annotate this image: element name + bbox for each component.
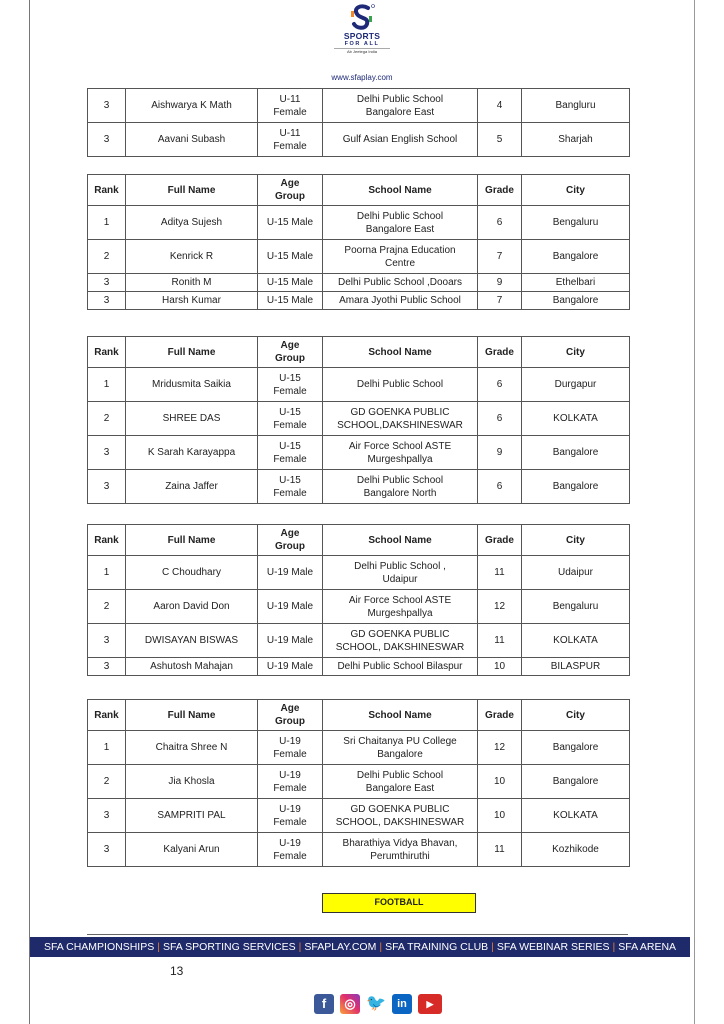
table-row — [88, 240, 630, 274]
full-name-cell: Aditya Sujesh — [126, 206, 258, 240]
results-table — [87, 88, 630, 157]
school-name-cell: GD GOENKA PUBLIC SCHOOL, DAKSHINESWAR — [323, 799, 478, 833]
full-name-header: Full Name — [126, 175, 258, 206]
rank-cell: 2 — [88, 402, 126, 436]
grade-cell: 10 — [478, 658, 522, 676]
full-name-cell: Mridusmita Saikia — [126, 368, 258, 402]
city-header: City — [522, 525, 630, 556]
footer-link[interactable]: SFA CHAMPIONSHIPS — [43, 941, 155, 953]
city-cell: Bangalore — [522, 470, 630, 504]
results-table — [87, 524, 630, 676]
table-row — [88, 470, 630, 504]
city-cell: Bangalore — [522, 240, 630, 274]
school-name-cell: Sri Chaitanya PU College Bangalore — [323, 731, 478, 765]
city-cell: Bengaluru — [522, 590, 630, 624]
grade-cell: 12 — [478, 590, 522, 624]
table-row — [88, 292, 630, 310]
logo-title: SPORTS — [343, 31, 381, 41]
school-name-cell: Gulf Asian English School — [323, 123, 478, 157]
rank-cell: 3 — [88, 89, 126, 123]
city-header: City — [522, 700, 630, 731]
table-header-row — [88, 337, 630, 368]
full-name-cell: Chaitra Shree N — [126, 731, 258, 765]
rank-header: Rank — [88, 700, 126, 731]
grade-cell: 7 — [478, 240, 522, 274]
city-cell: BILASPUR — [522, 658, 630, 676]
city-cell: Bangalore — [522, 765, 630, 799]
school-name-cell: GD GOENKA PUBLIC SCHOOL, DAKSHINESWAR — [323, 624, 478, 658]
table-row — [88, 368, 630, 402]
rank-header: Rank — [88, 525, 126, 556]
table-row — [88, 765, 630, 799]
rank-cell: 3 — [88, 436, 126, 470]
city-cell: KOLKATA — [522, 799, 630, 833]
footer-separator: | — [612, 941, 616, 953]
rank-cell: 1 — [88, 731, 126, 765]
school-name-cell: Bharathiya Vidya Bhavan, Perumthiruthi — [323, 833, 478, 867]
table-row — [88, 206, 630, 240]
footer-links-bar — [30, 937, 690, 957]
rank-cell: 2 — [88, 590, 126, 624]
school-name-cell: Delhi Public School — [323, 368, 478, 402]
school-name-cell: Delhi Public School ,Dooars — [323, 274, 478, 292]
age-group-cell: U-15 Male — [258, 240, 323, 274]
grade-cell: 12 — [478, 731, 522, 765]
rank-cell: 3 — [88, 624, 126, 658]
footer-link[interactable]: SFA TRAINING CLUB — [385, 941, 489, 953]
school-name-cell: Delhi Public School Bangalore East — [323, 206, 478, 240]
age-group-header: Age Group — [258, 525, 323, 556]
age-group-cell: U-15 Male — [258, 274, 323, 292]
city-cell: Bengaluru — [522, 206, 630, 240]
footer-separator: | — [298, 941, 302, 953]
table-row — [88, 731, 630, 765]
rank-cell: 2 — [88, 240, 126, 274]
school-name-cell: Air Force School ASTE Murgeshpallya — [323, 436, 478, 470]
school-name-cell: Delhi Public School , Udaipur — [323, 556, 478, 590]
city-header: City — [522, 175, 630, 206]
age-group-header: Age Group — [258, 175, 323, 206]
table-row — [88, 402, 630, 436]
city-cell: Sharjah — [522, 123, 630, 157]
footer-link[interactable]: SFAPLAY.COM — [304, 941, 377, 953]
school-name-header: School Name — [323, 700, 478, 731]
age-group-cell: U-15 Female — [258, 368, 323, 402]
grade-cell: 7 — [478, 292, 522, 310]
rank-cell: 1 — [88, 206, 126, 240]
full-name-header: Full Name — [126, 337, 258, 368]
full-name-cell: Ashutosh Mahajan — [126, 658, 258, 676]
full-name-cell: Aavani Subash — [126, 123, 258, 157]
city-cell: Kozhikode — [522, 833, 630, 867]
footer-link[interactable]: SFA WEBINAR SERIES — [496, 941, 610, 953]
age-group-cell: U-19 Male — [258, 624, 323, 658]
rank-cell: 2 — [88, 765, 126, 799]
table-row — [88, 590, 630, 624]
rank-cell: 3 — [88, 123, 126, 157]
full-name-cell: SHREE DAS — [126, 402, 258, 436]
rank-cell: 3 — [88, 274, 126, 292]
school-name-header: School Name — [323, 175, 478, 206]
city-header: City — [522, 337, 630, 368]
table-header-row — [88, 175, 630, 206]
school-name-header: School Name — [323, 525, 478, 556]
school-name-cell: Delhi Public School Bangalore North — [323, 470, 478, 504]
site-url-link[interactable]: www.sfaplay.com — [331, 73, 393, 82]
grade-cell: 10 — [478, 765, 522, 799]
full-name-cell: Kenrick R — [126, 240, 258, 274]
rank-cell: 3 — [88, 799, 126, 833]
age-group-cell: U-15 Male — [258, 206, 323, 240]
grade-header: Grade — [478, 175, 522, 206]
grade-cell: 10 — [478, 799, 522, 833]
rank-cell: 3 — [88, 292, 126, 310]
rank-cell: 3 — [88, 658, 126, 676]
youtube-icon[interactable]: ▶ — [418, 994, 442, 1014]
grade-cell: 11 — [478, 833, 522, 867]
table-row — [88, 658, 630, 676]
rank-header: Rank — [88, 175, 126, 206]
logo-subtitle: FOR ALL — [334, 41, 390, 49]
city-cell: Bangluru — [522, 89, 630, 123]
footer-separator: | — [157, 941, 160, 953]
school-name-header: School Name — [323, 337, 478, 368]
full-name-cell: Kalyani Arun — [126, 833, 258, 867]
age-group-header: Age Group — [258, 700, 323, 731]
sfa-logo — [334, 2, 390, 64]
age-group-cell: U-19 Female — [258, 731, 323, 765]
table-row — [88, 624, 630, 658]
age-group-cell: U-19 Female — [258, 833, 323, 867]
table-row — [88, 274, 630, 292]
age-group-cell: U-15 Female — [258, 470, 323, 504]
page-border-right — [694, 0, 695, 1024]
full-name-cell: Harsh Kumar — [126, 292, 258, 310]
grade-header: Grade — [478, 700, 522, 731]
age-group-cell: U-19 Male — [258, 658, 323, 676]
table-header-row — [88, 525, 630, 556]
table-row — [88, 833, 630, 867]
logo-tagline: Ab Jeetega India — [346, 49, 378, 54]
city-cell: KOLKATA — [522, 624, 630, 658]
grade-header: Grade — [478, 525, 522, 556]
rank-cell: 3 — [88, 833, 126, 867]
linkedin-icon[interactable]: in — [392, 994, 412, 1014]
page-border-left — [29, 0, 30, 1024]
results-table — [87, 699, 630, 867]
table-row — [88, 436, 630, 470]
full-name-cell: Zaina Jaffer — [126, 470, 258, 504]
grade-cell: 6 — [478, 206, 522, 240]
age-group-cell: U-19 Male — [258, 556, 323, 590]
footer-link[interactable]: SFA ARENA — [618, 941, 677, 953]
city-cell: Bangalore — [522, 292, 630, 310]
school-name-cell: GD GOENKA PUBLIC SCHOOL,DAKSHINESWAR — [323, 402, 478, 436]
city-cell: Bangalore — [522, 436, 630, 470]
grade-cell: 6 — [478, 368, 522, 402]
grade-cell: 11 — [478, 624, 522, 658]
school-name-cell: Delhi Public School Bangalore East — [323, 765, 478, 799]
rank-cell: 1 — [88, 556, 126, 590]
full-name-cell: C Choudhary — [126, 556, 258, 590]
school-name-cell: Delhi Public School Bangalore East — [323, 89, 478, 123]
footer-divider — [87, 934, 628, 935]
school-name-cell: Amara Jyothi Public School — [323, 292, 478, 310]
sfa-logo-mark-icon — [347, 2, 377, 32]
age-group-cell: U-19 Male — [258, 590, 323, 624]
table-row — [88, 556, 630, 590]
age-group-cell: U-19 Female — [258, 799, 323, 833]
grade-cell: 4 — [478, 89, 522, 123]
grade-cell: 9 — [478, 436, 522, 470]
full-name-cell: DWISAYAN BISWAS — [126, 624, 258, 658]
facebook-icon[interactable]: f — [314, 994, 334, 1014]
footer-link[interactable]: SFA SPORTING SERVICES — [162, 941, 296, 953]
grade-cell: 5 — [478, 123, 522, 157]
school-name-cell: Poorna Prajna Education Centre — [323, 240, 478, 274]
full-name-header: Full Name — [126, 525, 258, 556]
age-group-cell: U-15 Female — [258, 436, 323, 470]
full-name-cell: K Sarah Karayappa — [126, 436, 258, 470]
full-name-cell: Ronith M — [126, 274, 258, 292]
grade-cell: 6 — [478, 402, 522, 436]
age-group-cell: U-19 Female — [258, 765, 323, 799]
city-cell: Durgapur — [522, 368, 630, 402]
table-row — [88, 89, 630, 123]
grade-cell: 11 — [478, 556, 522, 590]
rank-cell: 1 — [88, 368, 126, 402]
city-cell: Udaipur — [522, 556, 630, 590]
grade-cell: 6 — [478, 470, 522, 504]
age-group-cell: U-15 Male — [258, 292, 323, 310]
page-number: 13 — [170, 964, 184, 978]
footer-separator: | — [491, 941, 494, 953]
results-table — [87, 336, 630, 504]
age-group-cell: U-15 Female — [258, 402, 323, 436]
social-icons — [314, 994, 442, 1014]
full-name-header: Full Name — [126, 700, 258, 731]
table-row — [88, 799, 630, 833]
rank-cell: 3 — [88, 470, 126, 504]
city-cell: KOLKATA — [522, 402, 630, 436]
full-name-cell: SAMPRITI PAL — [126, 799, 258, 833]
age-group-cell: U-11 Female — [258, 123, 323, 157]
rank-header: Rank — [88, 337, 126, 368]
age-group-header: Age Group — [258, 337, 323, 368]
section-label-football: FOOTBALL — [322, 893, 476, 913]
age-group-cell: U-11 Female — [258, 89, 323, 123]
instagram-icon[interactable]: ◎ — [340, 994, 360, 1014]
full-name-cell: Aaron David Don — [126, 590, 258, 624]
city-cell: Bangalore — [522, 731, 630, 765]
full-name-cell: Jia Khosla — [126, 765, 258, 799]
table-row — [88, 123, 630, 157]
grade-cell: 9 — [478, 274, 522, 292]
school-name-cell: Delhi Public School Bilaspur — [323, 658, 478, 676]
full-name-cell: Aishwarya K Math — [126, 89, 258, 123]
results-table — [87, 174, 630, 310]
school-name-cell: Air Force School ASTE Murgeshpallya — [323, 590, 478, 624]
table-header-row — [88, 700, 630, 731]
city-cell: Ethelbari — [522, 274, 630, 292]
grade-header: Grade — [478, 337, 522, 368]
footer-separator: | — [379, 941, 383, 953]
twitter-icon[interactable]: 🐦 — [366, 995, 386, 1012]
